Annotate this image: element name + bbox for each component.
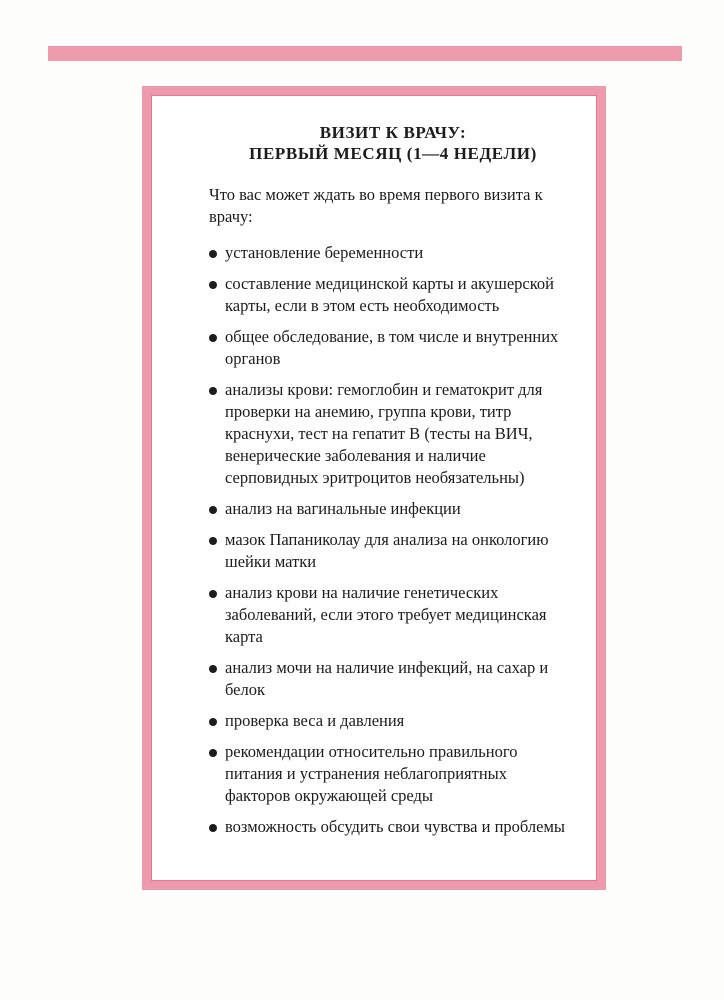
list-item-text: анализ мочи на наличие инфекций, на сахар и белок [225, 658, 549, 699]
intro-text: Что вас может ждать во время первого визита к врачу: [209, 185, 543, 226]
list-item-text: составление медицинской карты и акушерской карты, если в этом есть необходимость [225, 274, 554, 315]
list-item [209, 741, 569, 807]
content-area [209, 122, 569, 847]
bullet-icon [209, 665, 217, 673]
bullet-icon [209, 537, 217, 545]
checklist [209, 242, 569, 838]
list-item [209, 498, 569, 520]
list-item-text: возможность обсудить свои чувства и проблемы [225, 817, 565, 836]
top-decorative-band [48, 46, 682, 61]
bullet-icon [209, 506, 217, 514]
list-item [209, 657, 569, 701]
list-item-text: анализ крови на наличие генетических заболеваний, если этого требует медицинская карта [225, 583, 547, 646]
bullet-icon [209, 824, 217, 832]
list-item [209, 326, 569, 370]
title-line-1: ВИЗИТ К ВРАЧУ: [319, 123, 467, 142]
bullet-icon [209, 749, 217, 757]
list-item [209, 710, 569, 732]
list-item-text: проверка веса и давления [225, 711, 405, 730]
bullet-icon [209, 250, 217, 258]
content-frame [142, 86, 606, 890]
bullet-icon [209, 718, 217, 726]
bullet-icon [209, 387, 217, 395]
list-item [209, 816, 569, 838]
page-title [217, 122, 569, 164]
title-line-2: ПЕРВЫЙ МЕСЯЦ (1—4 НЕДЕЛИ) [249, 144, 537, 163]
bullet-icon [209, 590, 217, 598]
list-item [209, 529, 569, 573]
list-item-text: рекомендации относительно правильного питания и устранения неблагоприятных факторов окружающей среды [225, 742, 518, 805]
bullet-icon [209, 334, 217, 342]
list-item-text: установление беременности [225, 243, 424, 262]
list-item [209, 242, 569, 264]
list-item-text: общее обследование, в том числе и внутренних органов [225, 327, 559, 368]
bullet-icon [209, 281, 217, 289]
list-item [209, 379, 569, 489]
list-item-text: анализ на вагинальные инфекции [225, 499, 461, 518]
list-item-text: мазок Папаниколау для анализа на онкологию шейки матки [225, 530, 549, 571]
list-item [209, 582, 569, 648]
list-item-text: анализы крови: гемоглобин и гематокрит для проверки на анемию, группа крови, титр краснухи, тест на гепатит В (тесты на ВИЧ, венерические заболевания и наличие серповидных эритроцитов необязательны) [225, 380, 543, 487]
list-item [209, 273, 569, 317]
